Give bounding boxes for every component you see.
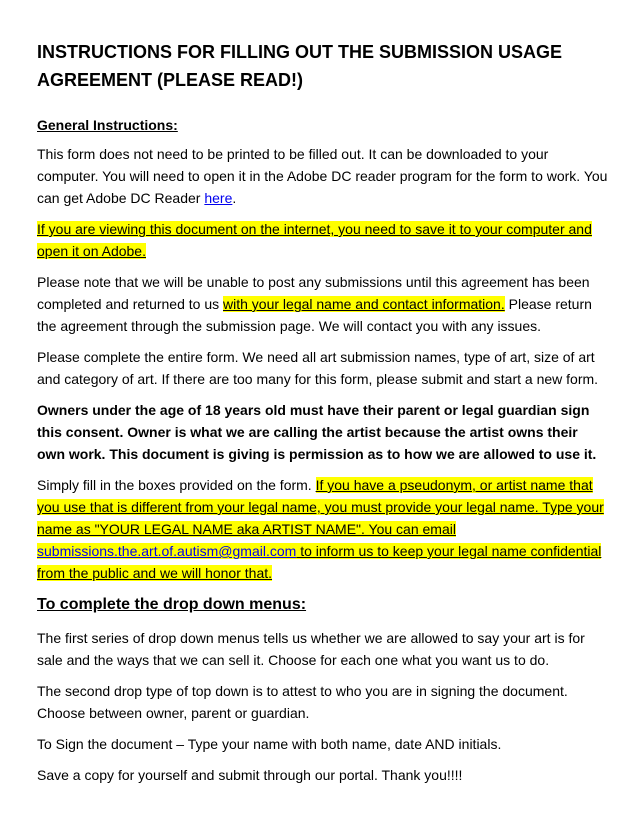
paragraph-save-warning bbox=[37, 218, 608, 262]
paragraph-sign-document: To Sign the document – Type your name with both name, date AND initials. bbox=[37, 736, 502, 752]
highlighted-email-wrap bbox=[37, 543, 296, 559]
highlighted-pseudonym-part2: to inform us to keep your legal name confidential from the public and we will honor that. bbox=[37, 543, 602, 581]
dropdown-menus-heading: To complete the drop down menus: bbox=[37, 596, 307, 613]
legal-name-post: Please return the agreement through the submission page. We will contact you with any issues. bbox=[37, 296, 592, 334]
highlighted-save-warning: If you are viewing this document on the internet, you need to save it to your computer and open it on Adobe. bbox=[37, 221, 592, 259]
general-instructions-heading: General Instructions: bbox=[37, 117, 178, 133]
paragraph-legal-name bbox=[37, 271, 608, 337]
submission-email-link[interactable]: submissions.the.art.of.autism@gmail.com bbox=[37, 543, 297, 559]
paragraph-download-info bbox=[37, 143, 608, 209]
paragraph-first-dropdowns: The first series of drop down menus tells us whether we are allowed to say your art is for sale and the ways that we can sell it. Choose for each one what you want us to do. bbox=[37, 630, 585, 668]
paragraph-age-requirement: Owners under the age of 18 years old must have their parent or legal guardian sign this consent. Owner is what we are calling the artist because the artist owns their own work. This document is giving is permission as to how we are allowed to use it. bbox=[37, 402, 597, 462]
paragraph-pseudonym bbox=[37, 474, 608, 584]
highlighted-contact-info: with your legal name and contact information. bbox=[223, 296, 505, 312]
legal-name-pre: Please note that we will be unable to post any submissions until this agreement has been completed and returned to us bbox=[37, 274, 590, 312]
paragraph-complete-form: Please complete the entire form. We need all art submission names, type of art, size of art and category of art. If there are too many for this form, please submit and start a new form. bbox=[37, 349, 599, 387]
paragraph-save-copy: Save a copy for yourself and submit through our portal. Thank you!!!! bbox=[37, 767, 463, 783]
page-title: INSTRUCTIONS FOR FILLING OUT THE SUBMISSION USAGE AGREEMENT (PLEASE READ!) bbox=[37, 42, 563, 90]
paragraph-second-dropdown: The second drop type of top down is to attest to who you are in signing the document. Choose between owner, parent or guardian. bbox=[37, 683, 568, 721]
paragraph-download-text: This form does not need to be printed to be filled out. It can be downloaded to your computer. You will need to open it in the Adobe DC reader program for the form to work. You can get Adobe DC Reader bbox=[37, 146, 608, 206]
adobe-reader-link[interactable]: here bbox=[204, 190, 233, 206]
pseudonym-pre: Simply fill in the boxes provided on the form. bbox=[37, 477, 316, 493]
paragraph-download-end: . bbox=[232, 190, 237, 206]
highlighted-pseudonym-part1: If you have a pseudonym, or artist name that you use that is different from your legal name, you must provide your legal name. Type your name as "YOUR LEGAL NAME aka ARTIST NAME". You can email bbox=[37, 477, 604, 537]
